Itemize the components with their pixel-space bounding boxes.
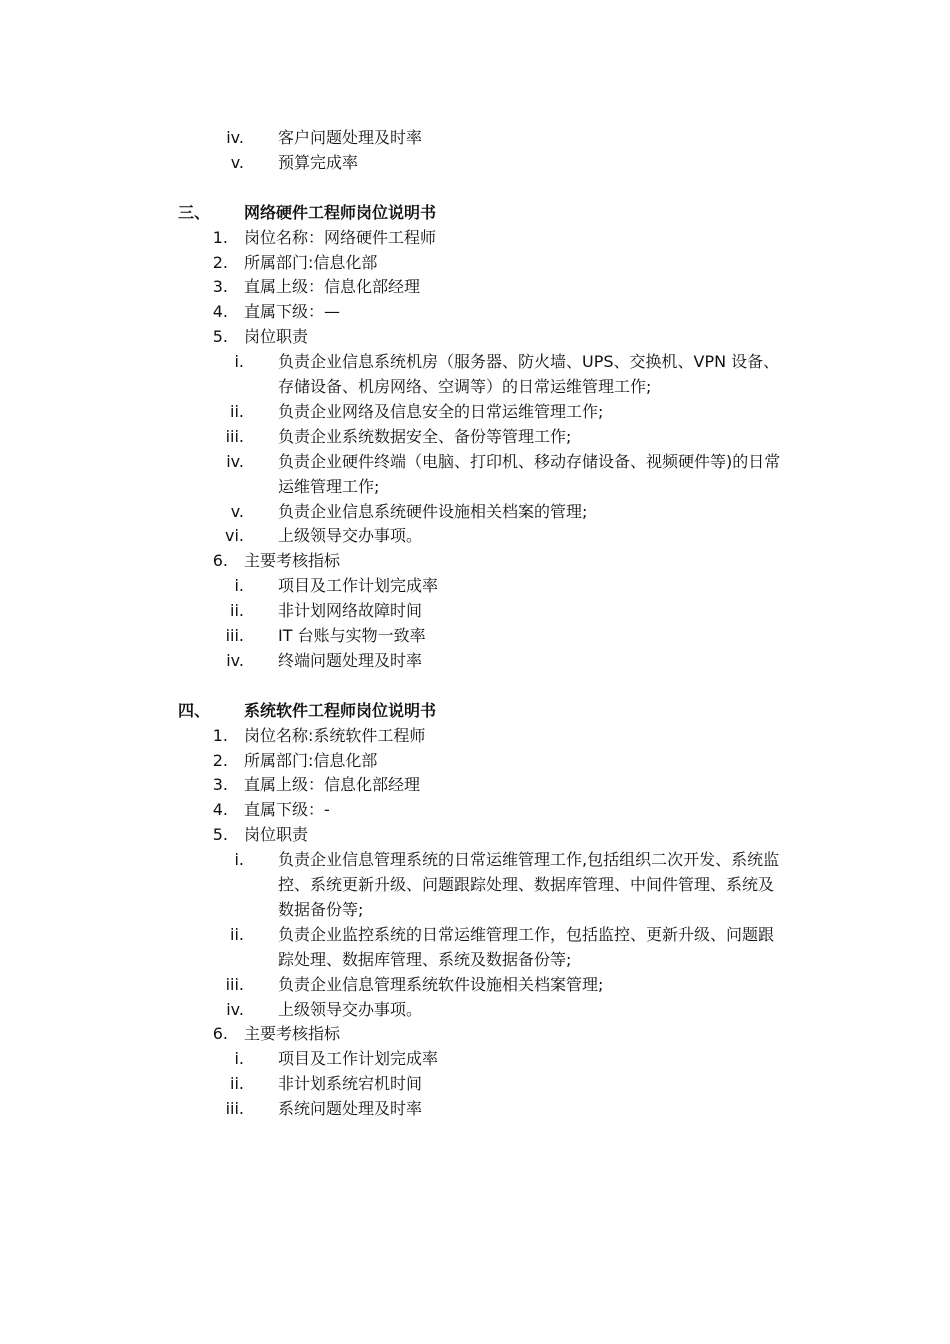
list-item-text: 直属下级：—: [244, 302, 341, 322]
duty-text-line: 上级领导交办事项。: [278, 999, 423, 1019]
kpi-text: 系统问题处理及时率: [278, 1099, 423, 1119]
duty-text-line: 负责企业硬件终端（电脑、打印机、移动存储设备、视频硬件等)的日常: [278, 451, 781, 471]
list-item-text: 直属下级：-: [244, 800, 330, 820]
duty-text-line: 运维管理工作;: [278, 476, 380, 496]
duty-text-line: 控、系统更新升级、问题跟踪处理、数据库管理、中间件管理、系统及: [278, 875, 775, 894]
duty-number: ii.: [230, 924, 244, 944]
list-item-number: 4.: [212, 800, 228, 820]
duty-number: iv.: [226, 451, 244, 471]
duty-text-line: 负责企业监控系统的日常运维管理工作，包括监控、更新升级、问题跟: [278, 924, 775, 944]
kpi-number: iv.: [226, 650, 244, 670]
duty-number: v.: [230, 501, 244, 521]
list-item-text: 预算完成率: [278, 152, 359, 172]
duty-number: iii.: [225, 974, 244, 994]
duty-text-line: 存储设备、机房网络、空调等）的日常运维管理工作;: [278, 377, 652, 396]
duty-number: iv.: [226, 999, 244, 1019]
section-title: 网络硬件工程师岗位说明书: [244, 202, 437, 222]
list-item-number: 1.: [212, 227, 228, 247]
list-item-text: 岗位名称:系统软件工程师: [244, 725, 426, 745]
list-item-number: iv.: [226, 128, 244, 147]
list-item-text: 客户问题处理及时率: [278, 128, 423, 147]
duty-text-line: 负责企业信息管理系统的日常运维管理工作,包括组织二次开发、系统监: [278, 850, 780, 870]
kpi-number: ii.: [230, 1074, 244, 1094]
kpi-text: 终端问题处理及时率: [278, 650, 423, 670]
list-item-number: 6.: [212, 551, 228, 571]
kpi-number: iii.: [225, 626, 244, 645]
list-item-number: 3.: [212, 277, 228, 297]
list-item-number: 1.: [212, 725, 228, 745]
list-item-number: 2.: [212, 252, 228, 272]
kpi-text: IT 台账与实物一致率: [278, 626, 426, 645]
kpi-text: 项目及工作计划完成率: [278, 1049, 439, 1069]
duty-number: iii.: [225, 426, 244, 446]
duty-text-line: 上级领导交办事项。: [278, 526, 423, 546]
list-item-number: 3.: [212, 775, 228, 795]
list-item-number: 5.: [212, 327, 228, 347]
kpi-text: 非计划系统宕机时间: [278, 1074, 423, 1094]
list-item-text: 岗位职责: [244, 327, 309, 347]
duty-number: ii.: [230, 401, 244, 421]
list-item-text: 所属部门:信息化部: [244, 750, 378, 770]
duty-text-line: 负责企业信息系统机房（服务器、防火墙、UPS、交换机、VPN 设备、: [278, 352, 780, 372]
section-number: 四、: [178, 700, 211, 720]
kpi-text: 非计划网络故障时间: [278, 601, 423, 621]
list-item-number: v.: [230, 152, 244, 172]
duty-text-line: 负责企业信息系统硬件设施相关档案的管理;: [278, 501, 588, 521]
list-item-number: 4.: [212, 302, 228, 322]
duty-number: i.: [234, 850, 244, 870]
kpi-number: i.: [234, 1049, 244, 1069]
duty-text-line: 数据备份等;: [278, 899, 364, 919]
duty-text-line: 负责企业网络及信息安全的日常运维管理工作;: [278, 401, 604, 421]
list-item-number: 2.: [212, 750, 228, 770]
kpi-number: i.: [234, 576, 244, 596]
kpi-heading: 主要考核指标: [244, 551, 341, 571]
duty-text-line: 踪处理、数据库管理、系统及数据备份等;: [278, 949, 572, 969]
list-item-number: 5.: [212, 825, 228, 845]
list-item-text: 直属上级：信息化部经理: [244, 277, 421, 297]
kpi-heading: 主要考核指标: [244, 1024, 341, 1044]
section-title: 系统软件工程师岗位说明书: [244, 700, 437, 720]
list-item-text: 岗位职责: [244, 825, 309, 845]
list-item-text: 直属上级：信息化部经理: [244, 775, 421, 795]
kpi-number: iii.: [225, 1099, 244, 1119]
duty-number: i.: [234, 352, 244, 372]
duty-text-line: 负责企业系统数据安全、备份等管理工作;: [278, 426, 572, 446]
duty-text-line: 负责企业信息管理系统软件设施相关档案管理;: [278, 974, 604, 994]
section-number: 三、: [178, 202, 211, 222]
kpi-text: 项目及工作计划完成率: [278, 576, 439, 596]
list-item-text: 岗位名称：网络硬件工程师: [244, 227, 437, 247]
duty-number: vi.: [225, 526, 244, 546]
kpi-number: ii.: [230, 601, 244, 621]
list-item-text: 所属部门:信息化部: [244, 252, 378, 272]
list-item-number: 6.: [212, 1024, 228, 1044]
